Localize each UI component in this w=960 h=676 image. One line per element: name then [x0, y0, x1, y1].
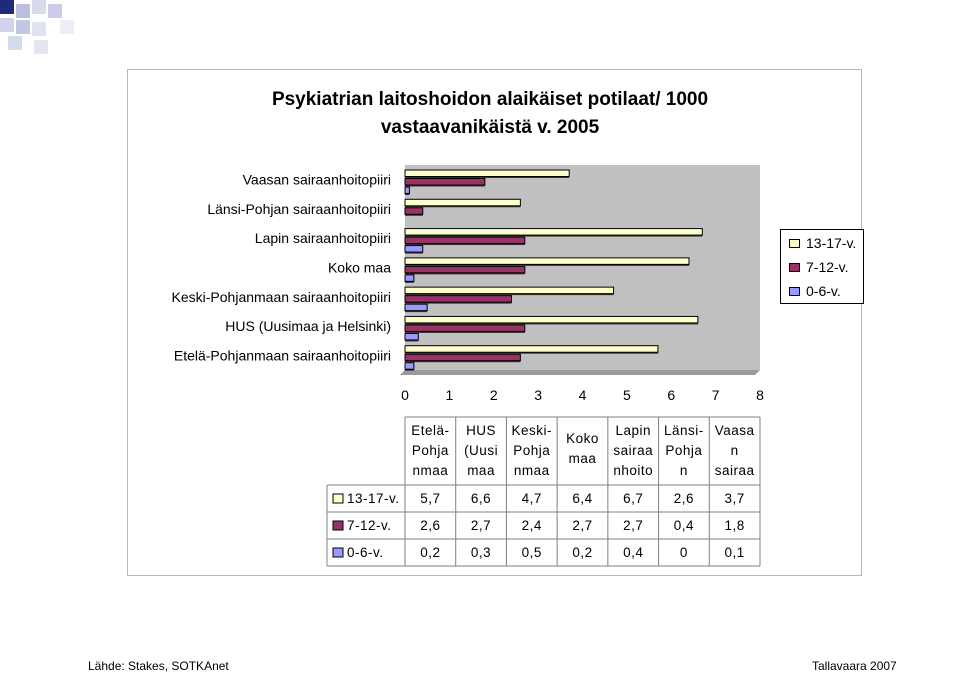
table-cell: 0,1: [724, 545, 745, 560]
table-cell: 2,7: [623, 518, 644, 533]
table-cell: 1,8: [724, 518, 745, 533]
bar-7-12-v-etelä-pohjanmaan-sairaanhoitopiiri: [405, 354, 520, 361]
bar-7-12-v-hus-uusimaa-ja-helsinki: [405, 325, 525, 332]
table-header-text: nmaa: [513, 463, 550, 478]
bar-13-17-v-vaasan-sairaanhoitopiiri: [405, 170, 569, 177]
bar-0-6-v-etelä-pohjanmaan-sairaanhoitopiiri: [405, 363, 414, 370]
table-cell: 0,2: [420, 545, 441, 560]
table-cell: 0,3: [470, 545, 492, 560]
bar-13-17-v-keski-pohjanmaan-sairaanhoitopiiri: [405, 287, 614, 294]
x-tick-label: 0: [401, 387, 409, 403]
table-cell: 2,6: [673, 491, 695, 506]
chart-title: Psykiatrian laitoshoidon alaikäiset potilaat/ 1000: [271, 89, 709, 110]
x-tick-label: 1: [445, 387, 454, 403]
legend-item-7-12: [789, 259, 849, 275]
table-row-label: 13-17-v.: [347, 491, 400, 506]
table-header-text: maa: [568, 451, 597, 466]
table-cell: 2,7: [470, 518, 492, 533]
table-header-text: n: [679, 463, 688, 478]
table-header-text: maa: [467, 463, 495, 478]
chart-title-line2: vastaavanikäistä v. 2005: [380, 117, 600, 138]
legend-swatch-0-6: [789, 287, 800, 296]
bar-13-17-v-hus-uusimaa-ja-helsinki: [405, 316, 698, 323]
table-cell: 0,5: [521, 545, 542, 560]
table-header-text: nhoito: [613, 463, 654, 478]
bar-0-6-v-hus-uusimaa-ja-helsinki: [405, 333, 418, 340]
table-row-swatch: [333, 548, 343, 557]
bar-0-6-v-koko-maa: [405, 275, 414, 282]
table-header-text: Länsi-: [664, 423, 704, 438]
category-label: Länsi-Pohjan sairaanhoitopiiri: [207, 200, 391, 217]
category-label: Etelä-Pohjanmaan sairaanhoitopiiri: [173, 347, 391, 364]
x-tick-label: 7: [711, 387, 720, 403]
table-header-text: Pohja: [411, 443, 449, 458]
category-label: Lapin sairaanhoitopiiri: [254, 230, 391, 247]
x-tick-label: 8: [756, 387, 764, 403]
legend-label-7-12: 7-12-v.: [806, 259, 849, 275]
table-cell: 0,2: [572, 545, 593, 560]
table-row-swatch: [333, 494, 343, 503]
legend-item-13-17: [789, 235, 856, 251]
legend-swatch-13-17: [789, 239, 800, 248]
table-header-text: nmaa: [412, 463, 449, 478]
table-header-text: Etelä-: [411, 423, 450, 438]
table-row-label: 7-12-v.: [347, 518, 392, 533]
table-cell: 2,6: [420, 518, 441, 533]
table-header-text: Koko: [566, 431, 599, 446]
credit-note: Tallavaara 2007: [812, 659, 897, 673]
legend-label-13-17: 13-17-v.: [806, 235, 857, 251]
table-header-text: Pohja: [513, 443, 551, 458]
bar-7-12-v-lapin-sairaanhoitopiiri: [405, 237, 525, 244]
table-header-text: sairaa: [714, 463, 755, 478]
table-header-text: HUS: [466, 423, 497, 438]
table-header-text: Vaasa: [714, 423, 755, 438]
bar-7-12-v-länsi-pohjan-sairaanhoitopiiri: [405, 208, 423, 215]
bar-7-12-v-vaasan-sairaanhoitopiiri: [405, 179, 485, 186]
table-cell: 2,7: [572, 518, 593, 533]
x-tick-label: 4: [578, 387, 587, 403]
category-label: Koko maa: [327, 259, 391, 276]
table-cell: 6,7: [623, 491, 644, 506]
table-header-text: Keski-: [511, 423, 553, 438]
table-header-text: Pohja: [665, 443, 703, 458]
category-label: Vaasan sairaanhoitopiiri: [242, 171, 391, 188]
legend-item-0-6: [789, 283, 841, 299]
table-cell: 3,7: [724, 491, 745, 506]
bar-0-6-v-keski-pohjanmaan-sairaanhoitopiiri: [405, 304, 427, 311]
table-cell: 4,7: [521, 491, 542, 506]
category-label: Keski-Pohjanmaan sairaanhoitopiiri: [171, 288, 391, 305]
table-cell: 2,4: [521, 518, 542, 533]
x-tick-label: 2: [489, 387, 498, 403]
table-header-text: (Uusi: [464, 443, 499, 458]
legend: [780, 229, 864, 304]
table-header-text: Lapin: [615, 423, 651, 438]
source-note: Lähde: Stakes, SOTKAnet: [88, 659, 229, 673]
table-header-text: n: [730, 443, 739, 458]
bar-13-17-v-lapin-sairaanhoitopiiri: [405, 229, 702, 236]
bar-0-6-v-vaasan-sairaanhoitopiiri: [405, 187, 409, 194]
table-header-text: sairaa: [613, 443, 654, 458]
table-row-swatch: [333, 521, 343, 530]
legend-swatch-7-12: [789, 263, 800, 272]
table-cell: 0,4: [673, 518, 695, 533]
table-cell: 0: [679, 545, 688, 560]
bar-13-17-v-länsi-pohjan-sairaanhoitopiiri: [405, 199, 520, 206]
table-cell: 0,4: [623, 545, 644, 560]
bar-13-17-v-etelä-pohjanmaan-sairaanhoitopiiri: [405, 346, 658, 353]
x-tick-label: 3: [534, 387, 543, 403]
x-tick-label: 5: [622, 387, 631, 403]
plot-floor: [400, 370, 760, 375]
table-cell: 6,6: [470, 491, 492, 506]
bar-0-6-v-lapin-sairaanhoitopiiri: [405, 246, 423, 253]
table-cell: 5,7: [420, 491, 441, 506]
table-row-label: 0-6-v.: [347, 545, 384, 560]
bar-7-12-v-keski-pohjanmaan-sairaanhoitopiiri: [405, 296, 512, 303]
table-cell: 6,4: [572, 491, 593, 506]
bar-13-17-v-koko-maa: [405, 258, 689, 265]
bar-7-12-v-koko-maa: [405, 266, 525, 273]
x-tick-label: 6: [667, 387, 676, 403]
legend-label-0-6: 0-6-v.: [806, 283, 841, 299]
category-label: HUS (Uusimaa ja Helsinki): [225, 318, 391, 335]
